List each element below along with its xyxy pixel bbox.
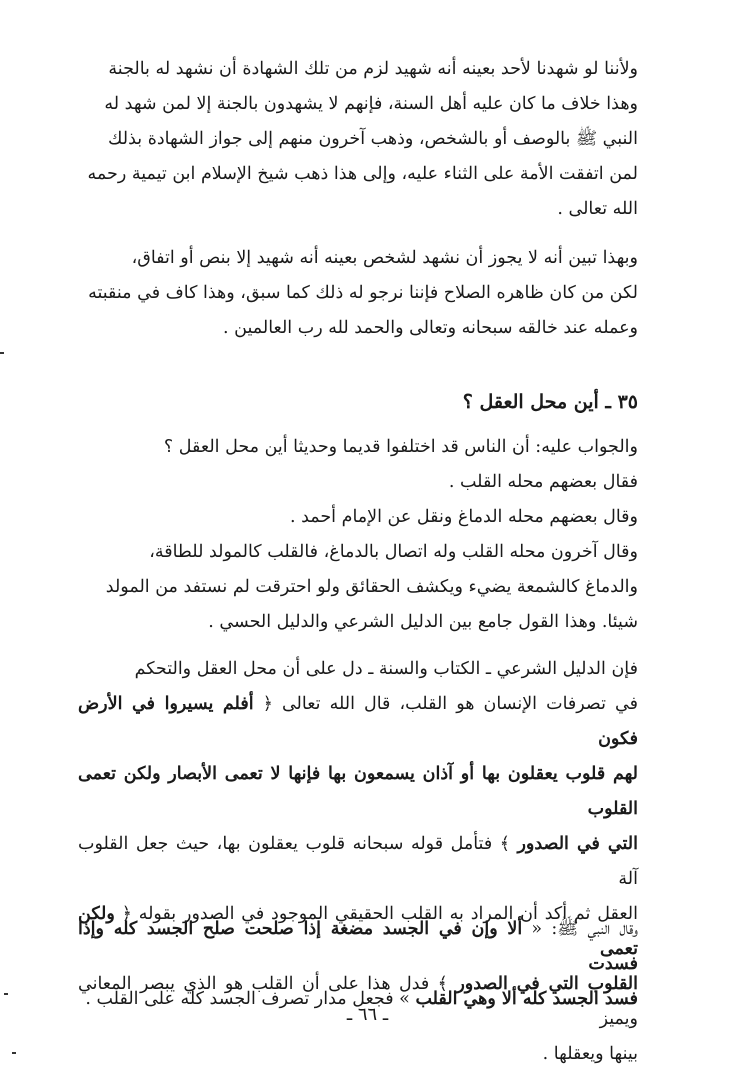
text-line: فإن الدليل الشرعي ـ الكتاب والسنة ـ دل على أن محل العقل والتحكم <box>134 659 638 679</box>
text-line: بينها ويعقلها . <box>542 1044 638 1064</box>
text-line <box>78 757 638 827</box>
text-line: فقال بعضهم محله القلب . <box>448 472 638 492</box>
text-line: والجواب عليه: أن الناس قد اختلفوا قديما وحديثا أين محل العقل ؟ <box>163 437 638 457</box>
text-line <box>78 687 638 757</box>
plain-text: في تصرفات الإنسان هو القلب، قال الله تعالى ﴿ <box>253 694 638 714</box>
hadith-quote: ألا وإن في الجسد مضغة إذا صلحت صلح الجسد كله وإذا فسدت <box>78 919 638 974</box>
text-line: وعمله عند خالقه سبحانه وتعالى والحمد لله رب العالمين . <box>223 318 638 338</box>
text-line: وبهذا تبين أنه لا يجوز أن نشهد لشخص بعينه أنه شهيد إلا بنص أو اتفاق، <box>131 248 638 268</box>
plain-text: ﴾ فتأمل قوله سبحانه قلوب يعقلون بها، حيث جعل القلوب آلة <box>78 834 638 889</box>
paragraph-martyr-testimony <box>78 52 638 227</box>
text-line: وقال بعضهم محله الدماغ ونقل عن الإمام أحمد . <box>289 507 638 527</box>
scan-margin-mark <box>4 993 8 995</box>
text-line: ولأننا لو شهدنا لأحد بعينه أنه شهيد لزم من تلك الشهادة أن نشهد له بالجنة <box>108 59 638 79</box>
page-number: ـ ٦٦ ـ <box>346 1004 389 1025</box>
quran-quote: لهم قلوب يعقلون بها أو آذان يسمعون بها فإنها لا تعمى الأبصار ولكن تعمى القلوب <box>78 764 638 819</box>
paragraph-answer <box>78 430 638 640</box>
hadith-quote: فسد الجسد كله ألا وهي القلب <box>415 989 638 1009</box>
text-line <box>78 912 638 982</box>
plain-text: » فجعل مدار تصرف الجسد كله على القلب . <box>85 989 416 1009</box>
text-line: لمن اتفقت الأمة على الثناء عليه، وإلى هذا ذهب شيخ الإسلام ابن تيمية رحمه <box>87 164 638 184</box>
text-line: الله تعالى . <box>557 199 638 219</box>
scan-margin-mark <box>0 352 4 354</box>
text-line: لكن من كان ظاهره الصلاح فإننا نرجو له ذلك كما سبق، وهذا كاف في منقبته <box>88 283 638 303</box>
text-line: وهذا خلاف ما كان عليه أهل السنة، فإنهم لا يشهدون بالجنة إلا لمن شهد له <box>104 94 638 114</box>
plain-text: ﴾ فدل هذا على أن القلب هو الذي يبصر المعاني ويميز <box>78 974 638 1029</box>
quran-quote: القلوب التي في الصدور <box>456 974 638 994</box>
text-line: النبي ﷺ بالوصف أو بالشخص، وذهب آخرون منهم إلى جواز الشهادة بذلك <box>108 129 638 149</box>
quran-quote: التي في الصدور <box>517 834 638 854</box>
text-line: والدماغ كالشمعة يضيء ويكشف الحقائق ولو احترقت لم نستفد من المولد <box>105 577 638 597</box>
section-heading: ٣٥ ـ أين محل العقل ؟ <box>462 391 638 413</box>
quran-quote: ولكن تعمى <box>78 904 638 959</box>
plain-text: العقل ثم أكد أن المراد به القلب الحقيقي الموجود في الصدور بقوله ﴿ <box>114 904 638 924</box>
paragraph-conclusion <box>78 241 638 346</box>
scan-margin-mark <box>12 1052 16 1054</box>
text-line <box>78 827 638 897</box>
text-line: شيئا. وهذا القول جامع بين الدليل الشرعي والدليل الحسي . <box>208 612 638 632</box>
text-line: وقال آخرون محله القلب وله اتصال بالدماغ، فالقلب كالمولد للطاقة، <box>149 542 638 562</box>
quran-quote: أفلم يسيروا في الأرض فكون <box>78 694 638 749</box>
plain-text: وقال النبي ﷺ: « <box>522 919 638 939</box>
